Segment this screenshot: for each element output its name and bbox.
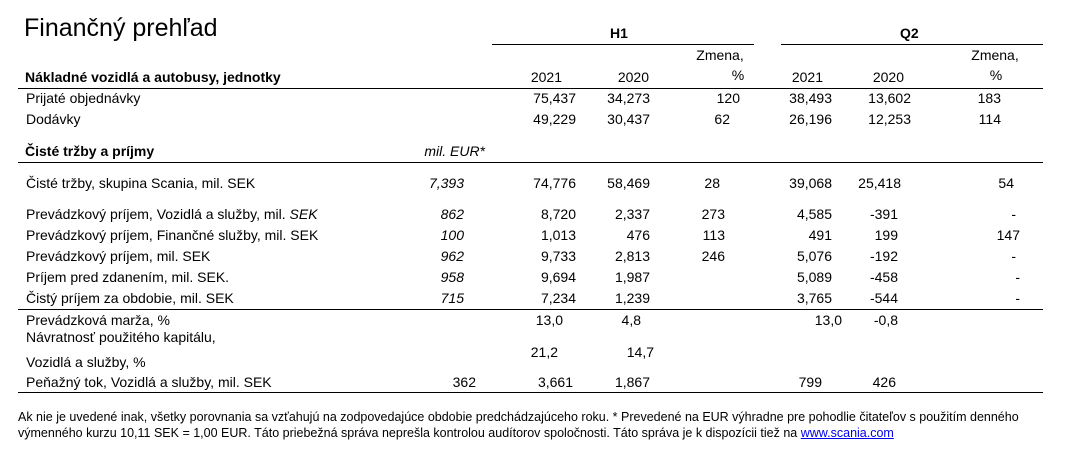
h1-2020-value: 2,813 <box>614 248 650 264</box>
q2-2021-value: 5,089 <box>796 269 832 285</box>
h1-change-value: 113 <box>702 227 725 243</box>
q2-2020-value: 25,418 <box>858 175 901 191</box>
row-label: Dodávky <box>26 111 81 127</box>
q2-2021-value: 4,585 <box>796 206 832 222</box>
h1-2020-value: 34,273 <box>607 90 650 106</box>
q2-2020-value: -0,8 <box>873 312 898 328</box>
bottom-rule <box>18 392 1043 393</box>
q2-year-2021: 2021 <box>791 69 823 85</box>
h1-change-value: 273 <box>701 206 725 222</box>
h1-2020-value: 4,8 <box>621 312 641 328</box>
h1-2020-value: 30,437 <box>607 111 650 127</box>
q2-year-2020: 2020 <box>872 69 904 85</box>
h1-2021-value: 74,776 <box>533 175 576 191</box>
h1-2020-value: 58,469 <box>607 175 650 191</box>
h1-2021-value: 9,733 <box>540 248 576 264</box>
row-label: Prijaté objednávky <box>26 90 141 106</box>
row-label: Čistý príjem za obdobie, mil. SEK <box>26 290 234 306</box>
h1-2021-value: 13,0 <box>535 312 563 328</box>
row-label: Prevádzková marža, % <box>26 312 170 328</box>
h1-2021-value: 21,2 <box>530 344 558 360</box>
q2-2020-value: 12,253 <box>868 111 911 127</box>
q2-2021-value: 38,493 <box>789 90 832 106</box>
h1-change-value: 120 <box>716 90 740 106</box>
h1-change-header-top: Zmena, <box>696 47 744 63</box>
h1-2020-value: 14,7 <box>626 344 654 360</box>
q2-2020-value: 13,602 <box>868 90 911 106</box>
section3-rule <box>18 309 1043 310</box>
q2-2021-value: 3,765 <box>796 290 832 306</box>
h1-2020-value: 1,987 <box>614 269 650 285</box>
eur-value: 362 <box>452 374 476 390</box>
q2-change-value: 114 <box>978 111 1001 127</box>
h1-2021-value: 49,229 <box>533 111 576 127</box>
q2-header: Q2 <box>900 25 919 41</box>
h1-2020-value: 2,337 <box>614 206 650 222</box>
page-title: Finančný prehľad <box>24 14 218 42</box>
q2-header-rule <box>781 44 1043 45</box>
footnote-line1: Ak nie je uvedené inak, všetky porovnania sa vzťahujú na zodpovedajúce obdobie predchádzajúceho roku. * Prevedené na EUR výhradne pre pohodlie čitateľov s použitím denného <box>18 410 1019 424</box>
q2-2020-value: 426 <box>872 374 896 390</box>
eur-value: 862 <box>440 206 464 222</box>
h1-2020-value: 476 <box>626 227 650 243</box>
q2-2020-value: 199 <box>874 227 898 243</box>
q2-2021-value: 799 <box>798 374 822 390</box>
q2-change-value: - <box>1015 290 1020 306</box>
row-label: Peňažný tok, Vozidlá a služby, mil. SEK <box>26 374 272 390</box>
scania-link[interactable]: www.scania.com <box>800 426 894 440</box>
h1-change-value: 28 <box>704 175 720 191</box>
row-label: Prevádzkový príjem, Finančné služby, mil. SEK <box>26 227 319 243</box>
q2-change-value: - <box>1015 269 1020 285</box>
h1-2021-value: 9,694 <box>540 269 576 285</box>
q2-2020-value: -192 <box>869 248 898 264</box>
section1-title: Nákladné vozidlá a autobusy, jednotky <box>25 69 281 85</box>
h1-year-2021: 2021 <box>530 69 562 85</box>
h1-change-header-bottom: % <box>731 67 745 83</box>
row-label: Príjem pred zdanením, mil. SEK. <box>26 269 230 285</box>
q2-2020-value: -458 <box>869 269 898 285</box>
row-label-line1: Návratnosť použitého kapitálu, <box>26 329 216 345</box>
h1-2020-value: 1,239 <box>614 290 650 306</box>
h1-2020-value: 1,867 <box>614 374 650 390</box>
eur-value: 7,393 <box>428 175 464 191</box>
eur-value: 958 <box>440 269 464 285</box>
row-label <box>26 205 318 223</box>
eur-value: 962 <box>440 248 464 264</box>
q2-change-value: 54 <box>998 175 1014 191</box>
eur-value: 100 <box>440 227 464 243</box>
footnote <box>18 409 1078 441</box>
eur-value: 715 <box>440 290 464 306</box>
q2-change-value: - <box>1011 206 1016 222</box>
q2-change-header-top: Zmena, <box>971 47 1019 63</box>
h1-2021-value: 3,661 <box>537 374 573 390</box>
q2-change-header-bottom: % <box>989 67 1003 83</box>
q2-2021-value: 491 <box>808 227 832 243</box>
row-label: Prevádzkový príjem, mil. SEK <box>26 248 211 264</box>
eur-column-header: mil. EUR* <box>424 143 485 159</box>
h1-change-value: 62 <box>714 111 730 127</box>
section2-rule <box>18 162 1043 163</box>
h1-year-2020: 2020 <box>617 69 649 85</box>
q2-2020-value: -544 <box>869 290 898 306</box>
section2-title: Čisté tržby a príjmy <box>25 143 155 159</box>
q2-2021-value: 5,076 <box>796 248 832 264</box>
footnote-line2-text: výmenného kurzu 10,11 SEK = 1,00 EUR. Táto priebežná správa neprešla kontrolou audítorov spoločnosti. Táto správa je k dispozícii tiež na <box>18 426 798 440</box>
row-label-suffix: SEK <box>289 206 318 222</box>
q2-change-value: 183 <box>977 90 1001 106</box>
h1-2021-value: 8,720 <box>540 206 576 222</box>
h1-2021-value: 75,437 <box>533 90 576 106</box>
q2-2021-value: 39,068 <box>789 175 832 191</box>
q2-2020-value: -391 <box>869 206 898 222</box>
row-label-text: Prevádzkový príjem, Vozidlá a služby, mil. <box>26 206 286 222</box>
q2-change-value: 147 <box>996 227 1020 243</box>
q2-2021-value: 13,0 <box>814 312 842 328</box>
h1-header-rule <box>492 44 754 45</box>
footnote-line2 <box>18 425 1078 441</box>
h1-2021-value: 1,013 <box>540 227 576 243</box>
row-label-line2: Vozidlá a služby, % <box>26 354 146 370</box>
q2-2021-value: 26,196 <box>789 111 832 127</box>
h1-2021-value: 7,234 <box>540 290 576 306</box>
h1-header: H1 <box>610 25 628 41</box>
h1-change-value: 246 <box>701 248 725 264</box>
row-label: Čisté tržby, skupina Scania, mil. SEK <box>26 175 256 191</box>
q2-change-value: - <box>1011 248 1016 264</box>
